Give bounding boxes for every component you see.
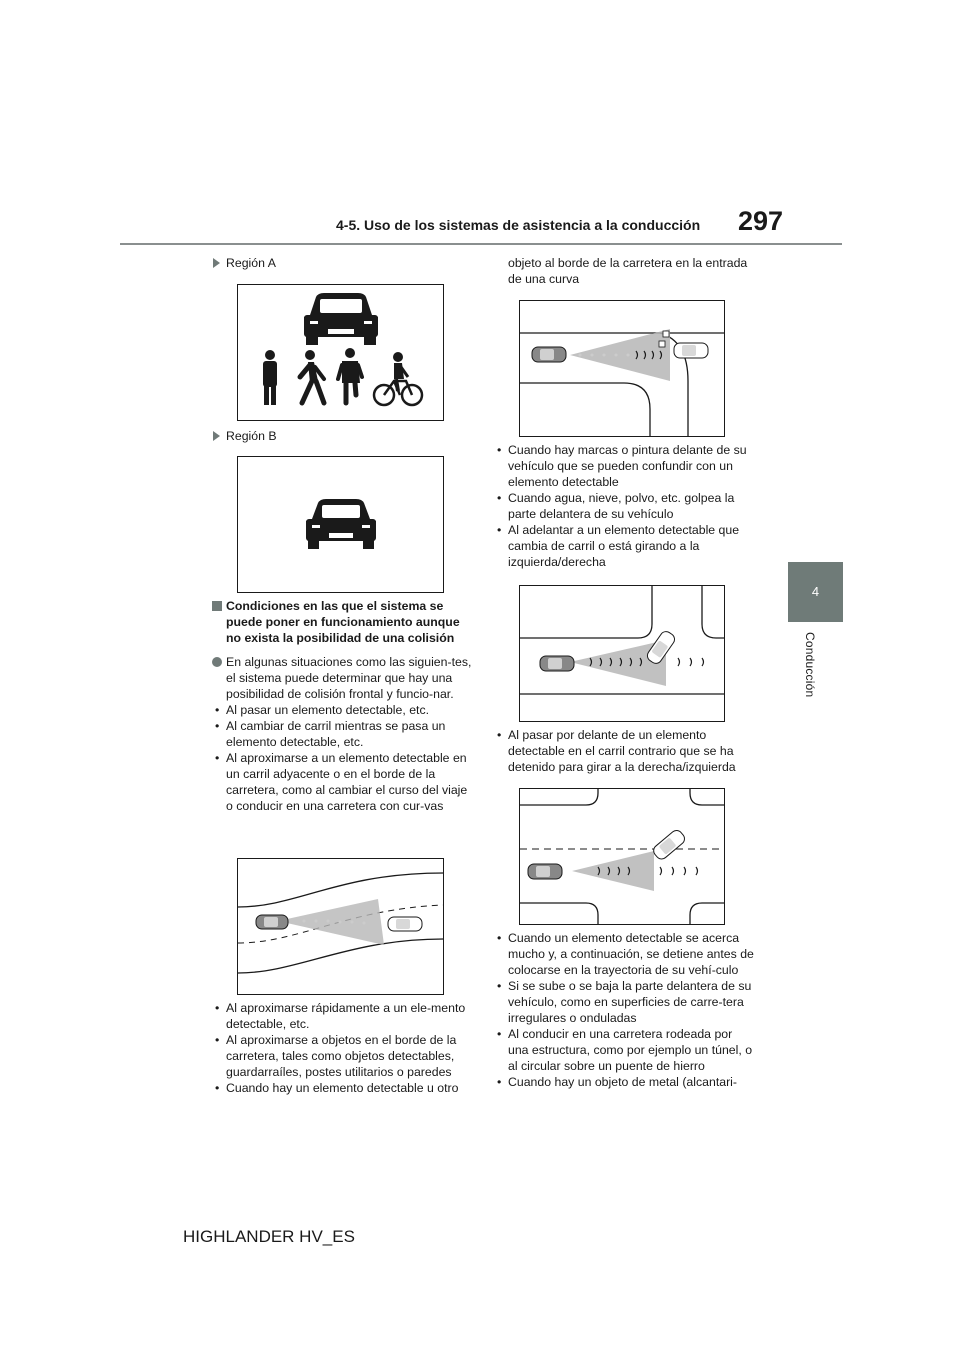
own-car-icon: [540, 656, 574, 671]
figure-curve-entry: [519, 300, 725, 437]
figure-turning-vehicle: [519, 585, 725, 722]
chapter-title: Conducción: [803, 632, 817, 698]
figure-oncoming-turning: [519, 788, 725, 925]
region-b-heading: [212, 428, 472, 444]
region-b-label: Región B: [212, 428, 472, 444]
list-item: • Cuando hay un elemento detectable u otro: [212, 1080, 474, 1096]
list-item: • Al cambiar de carril mientras se pasa un elemento detectable, etc.: [212, 718, 474, 750]
list-item: • Cuando agua, nieve, polvo, etc. golpea la parte delantera de su vehículo: [494, 490, 756, 522]
figure-curved-road: [237, 858, 444, 995]
right-column-text-4: [494, 930, 756, 1090]
footer-model: HIGHLANDER HV_ES: [183, 1227, 355, 1246]
own-car-icon: [256, 915, 288, 929]
intro-paragraph: En algunas situaciones como las siguien-tes, el sistema puede determinar que hay una posibilidad de colisión frontal y funcio-nar.: [212, 654, 474, 702]
cyclist-icon: [374, 352, 422, 405]
list-item: • Cuando hay un objeto de metal (alcantari-: [494, 1074, 756, 1090]
list-item: • Al aproximarse a un elemento detectable en un carril adyacente o en el borde de la carretera, como al cambiar el curso del viaje o conducir en una carretera con cur-vas: [212, 750, 474, 814]
own-car-icon: [532, 347, 566, 362]
region-a-heading: [212, 255, 472, 271]
car-front-icon: [304, 293, 378, 345]
list-item: • Cuando un elemento detectable se acerca mucho y, a continuación, se detiene antes de colocarse en la trayectoria de su vehí-culo: [494, 930, 756, 978]
list-item: • Cuando hay marcas o pintura delante de su vehículo que se pueden confundir con un elemento detectable: [494, 442, 756, 490]
list-item: • Al pasar un elemento detectable, etc.: [212, 702, 474, 718]
list-item: • Al aproximarse rápidamente a un ele-mento detectable, etc.: [212, 1000, 474, 1032]
left-column-text: [212, 598, 474, 814]
right-column-text-3: [494, 727, 756, 775]
right-column-text-2: [494, 442, 756, 570]
page-number: 297: [738, 206, 784, 236]
list-item: • Al pasar por delante de un elemento detectable en el carril contrario que se ha detenido para girar a la derecha/izquierda: [494, 727, 756, 775]
pedestrian-running-icon: [338, 348, 362, 403]
section-title: 4-5. Uso de los sistemas de asistencia a la conducción: [336, 217, 701, 233]
pedestrian-walking-icon: [300, 350, 324, 403]
car-front-icon: [306, 499, 376, 549]
detected-car-icon: [674, 343, 708, 358]
right-column-text: [494, 255, 756, 287]
list-item: • Al aproximarse a objetos en el borde de la carretera, tales como objetos detectables, guardarraíles, postes utilitarios o paredes: [212, 1032, 474, 1080]
region-a-label: Región A: [212, 255, 472, 271]
own-car-icon: [528, 864, 562, 879]
figure-region-b: [237, 456, 444, 593]
left-column-text-2: [212, 1000, 474, 1096]
header-divider: [120, 243, 842, 245]
detected-car-icon: [388, 917, 422, 931]
conditions-heading: Condiciones en las que el sistema se puede poner en funcionamiento aunque no exista la posibilidad de una colisión: [212, 598, 474, 646]
figure-region-a: [237, 284, 444, 421]
list-item: • Al conducir en una carretera rodeada por una estructura, como por ejemplo un túnel, o al circular sobre un puente de hierro: [494, 1026, 756, 1074]
pedestrian-standing-icon: [263, 350, 277, 405]
list-item: • Si se sube o se baja la parte delantera de su vehículo, como en superficies de carre-tera irregulares o onduladas: [494, 978, 756, 1026]
continuation-text: objeto al borde de la carretera en la entrada de una curva: [508, 256, 748, 286]
list-item: • Al adelantar a un elemento detectable que cambia de carril o está girando a la izquierda/derecha: [494, 522, 756, 570]
detected-car-icon: [651, 828, 687, 861]
chapter-tab[interactable]: 4: [788, 562, 843, 622]
